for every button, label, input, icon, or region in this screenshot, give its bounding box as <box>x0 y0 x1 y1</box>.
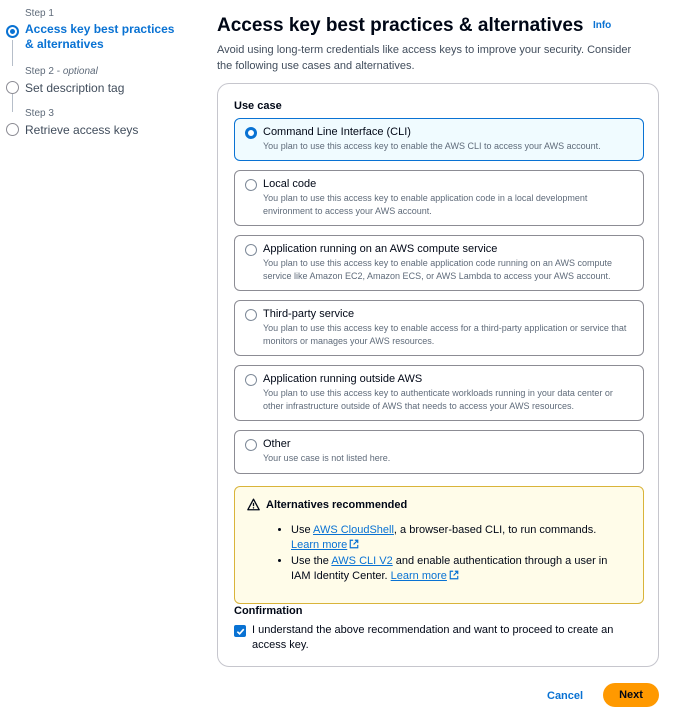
step-2-icon <box>6 81 19 94</box>
step-3-title: Retrieve access keys <box>25 123 139 137</box>
use-case-option-local-code[interactable] <box>234 170 644 226</box>
alert-title: Alternatives recommended <box>266 499 408 511</box>
confirmation-row <box>234 623 644 653</box>
step-3-number: Step 3 <box>25 108 54 119</box>
info-link[interactable]: Info <box>592 20 612 31</box>
option-label: Other <box>263 438 291 450</box>
page-header <box>217 14 659 74</box>
use-case-option-third-party[interactable] <box>234 300 644 356</box>
use-case-label: Use case <box>234 100 282 112</box>
step-1-number: Step 1 <box>25 8 54 19</box>
option-description: You plan to use this access key to enable application code in a local development environment to access your AWS account. <box>263 193 588 216</box>
step-3-icon <box>6 123 19 136</box>
radio-icon[interactable] <box>245 439 257 451</box>
step-2-optional-label: optional <box>62 66 98 77</box>
option-label: Command Line Interface (CLI) <box>263 126 411 138</box>
next-button[interactable]: Next <box>603 683 659 707</box>
confirmation-text: I understand the above recommendation and want to proceed to create an access key. <box>252 624 614 651</box>
wizard-step-3[interactable] <box>0 108 205 148</box>
warning-icon <box>247 498 260 511</box>
step-1-current-icon <box>6 25 19 38</box>
step-2-number: Step 2 - optional <box>25 66 98 77</box>
alternatives-alert <box>234 486 644 604</box>
option-description: You plan to use this access key to enable access for a third-party application or service that monitors or manages your AWS resources. <box>263 323 627 346</box>
wizard-step-1[interactable] <box>0 8 205 66</box>
page-description: Avoid using long-term credentials like access keys to improve your security. Consider the following use cases and alternatives. <box>217 44 632 72</box>
radio-icon[interactable] <box>245 244 257 256</box>
list-item: • Use the AWS CLI V2 and enable authentication through a user in IAM Identity Center. Learn more <box>291 554 622 584</box>
wizard-step-2[interactable] <box>0 66 205 108</box>
option-description: You plan to use this access key to authenticate workloads running in your data center or other infrastructure outside of AWS that needs to access your AWS resources. <box>263 388 613 411</box>
learn-more-link[interactable]: Learn more <box>291 539 359 551</box>
cancel-button[interactable]: Cancel <box>541 683 589 707</box>
use-case-option-aws-compute[interactable] <box>234 235 644 291</box>
confirmation-label: Confirmation <box>234 605 303 617</box>
wizard-steps-nav <box>0 8 205 148</box>
radio-icon[interactable] <box>245 309 257 321</box>
checkmark-icon <box>236 627 245 636</box>
confirmation-checkbox[interactable] <box>234 625 246 637</box>
use-case-option-cli[interactable] <box>234 118 644 161</box>
external-link-icon <box>449 570 459 580</box>
option-label: Local code <box>263 178 317 190</box>
alternatives-list <box>277 523 622 585</box>
radio-icon[interactable] <box>245 374 257 386</box>
option-description: You plan to use this access key to enable the AWS CLI to access your AWS account. <box>263 141 601 151</box>
option-description: You plan to use this access key to enable application code running on an AWS compute service like Amazon EC2, Amazon ECS, or AWS Lambda to access your AWS account. <box>263 258 613 281</box>
use-case-option-outside-aws[interactable] <box>234 365 644 421</box>
aws-cloudshell-link[interactable]: AWS CloudShell <box>313 524 394 536</box>
step-1-title[interactable]: Access key best practices & alternatives <box>25 22 175 51</box>
radio-selected-icon[interactable] <box>245 127 257 139</box>
step-2-title: Set description tag <box>25 81 125 95</box>
option-label: Third-party service <box>263 308 355 320</box>
option-description: Your use case is not listed here. <box>263 453 391 463</box>
use-case-container <box>217 83 659 667</box>
page-title: Access key best practices & alternatives <box>217 15 584 36</box>
list-item: • Use AWS CloudShell, a browser-based CLI, to run commands. Learn more <box>291 523 622 553</box>
option-label: Application running outside AWS <box>263 373 423 385</box>
use-case-option-other[interactable] <box>234 430 644 474</box>
aws-cli-v2-link[interactable]: AWS CLI V2 <box>331 555 393 567</box>
option-label: Application running on an AWS compute service <box>263 243 498 255</box>
learn-more-link[interactable]: Learn more <box>391 570 459 582</box>
external-link-icon <box>349 539 359 549</box>
radio-icon[interactable] <box>245 179 257 191</box>
